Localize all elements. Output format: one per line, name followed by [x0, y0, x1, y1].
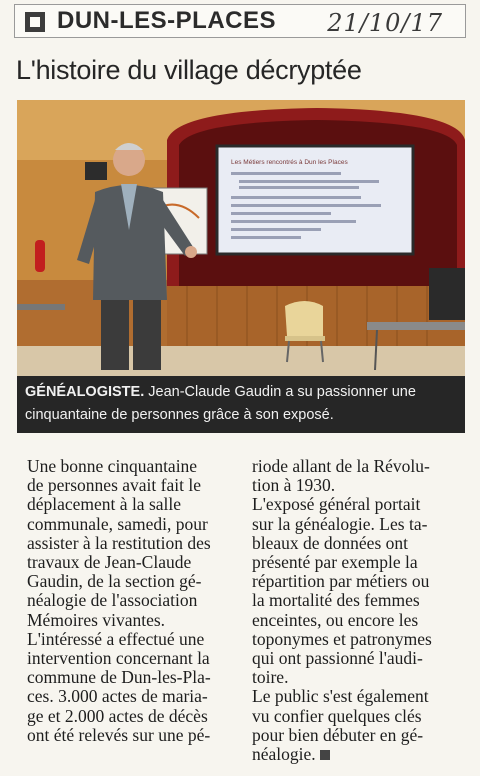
section-title: DUN-LES-PLACES — [57, 7, 277, 34]
text-line: ge et 2.000 actes de décès — [27, 705, 208, 726]
caption-text: Jean-Claude Gaudin a su passionner une cinquantaine de personnes grâce à son exposé. — [25, 384, 416, 423]
end-mark-icon — [320, 750, 330, 760]
text-line: néalogie de l'association — [27, 590, 198, 611]
section-header — [14, 4, 466, 38]
text-line: Le public s'est également — [252, 686, 429, 707]
text-line: Mémoires vivantes. — [27, 609, 166, 630]
text-line-last — [252, 745, 458, 764]
photo-caption — [17, 376, 465, 433]
text-line: bleaux de données ont — [252, 532, 408, 553]
text-line: pour bien débuter en gé- — [252, 724, 424, 745]
article-photo — [17, 100, 465, 376]
text-line: néalogie. — [252, 744, 316, 765]
text-line: L'exposé général portait — [252, 494, 421, 515]
article-column-left — [27, 457, 230, 745]
text-line: répartition par métiers ou — [252, 571, 430, 592]
article-column-right — [252, 457, 458, 764]
text-line: communale, samedi, pour — [27, 513, 208, 534]
text-line: intervention concernant la — [27, 648, 210, 669]
text-line: présenté par exemple la — [252, 552, 418, 573]
text-line: toire. — [252, 667, 289, 688]
caption-lead: GÉNÉALOGISTE. — [25, 384, 145, 400]
text-line: L'intéressé a effectué une — [27, 628, 205, 649]
text-line: ces. 3.000 actes de maria- — [27, 686, 208, 707]
article-headline: L'histoire du village décryptée — [16, 55, 362, 85]
text-line: assister à la restitution des — [27, 532, 211, 553]
text-line: enceintes, ou encore les — [252, 609, 419, 630]
text-line: vu confier quelques clés — [252, 705, 422, 726]
text-line: sur la généalogie. Les ta- — [252, 513, 428, 534]
text-line: la mortalité des femmes — [252, 590, 420, 611]
slide-title: Les Métiers rencontrés à Dun les Places — [231, 159, 348, 166]
square-icon — [25, 12, 45, 32]
text-line: déplacement à la salle — [27, 494, 182, 515]
text-line: Gaudin, de la section gé- — [27, 571, 202, 592]
text-line: toponymes et patronymes — [252, 628, 432, 649]
text-line: commune de Dun-les-Pla- — [27, 667, 211, 688]
text-line: Une bonne cinquantaine — [27, 456, 198, 476]
text-line: ont été relevés sur une pé- — [27, 724, 211, 745]
text-line: tion à 1930. — [252, 475, 336, 496]
text-line: travaux de Jean-Claude — [27, 552, 192, 573]
text-line: de personnes avait fait le — [27, 475, 201, 496]
text-line: qui ont passionné l'audi- — [252, 648, 423, 669]
handwritten-date: 21/10/17 — [327, 9, 443, 37]
text-line: riode allant de la Révolu- — [252, 456, 430, 476]
